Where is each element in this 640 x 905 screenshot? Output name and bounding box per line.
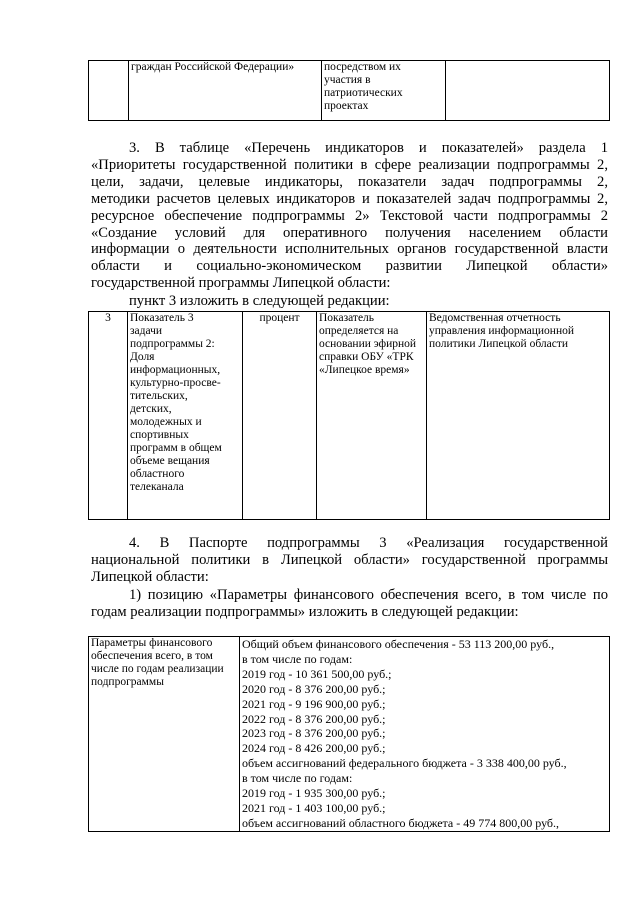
cell-line: областного [130,468,185,480]
cell-line: Параметры финансового [91,637,213,649]
paragraph-3-line: «Приоритеты государственной политики в сфере реализации подпрограммы 2, [91,156,608,173]
top-table [88,60,610,121]
cell-line: патриотических [324,87,403,99]
cell-line: программ в общем [130,442,222,454]
cell-line: Ведомственная отчетность [429,312,561,324]
cell-line: справки ОБУ «ТРК [319,351,414,363]
cell-line: культурно-просве- [130,377,221,389]
cell-line: в том числе по годам: [242,651,353,666]
indicator-source [427,312,610,520]
cell-line: 2020 год - 8 376 200,00 руб.; [242,681,386,696]
cell-line: подпрограммы [91,676,164,688]
cell-line: Показатель 3 [130,312,194,324]
cell-line: основании эфирной [319,338,417,350]
paragraph-4-sub [91,587,608,621]
cell-line: спортивных [130,429,189,441]
cell-line: телеканала [130,481,184,493]
finance-values [240,637,610,832]
cell-line: Общий объем финансового обеспечения - 53 113 200,00 руб., [242,637,555,651]
paragraph-4-line: национальной политики в Липецкой области» государственной программы [91,551,608,568]
indicator-method [317,312,427,520]
cell-line: 2022 год - 8 376 200,00 руб.; [242,711,386,726]
top-table-cell-4 [446,61,610,121]
cell-line: политики Липецкой области [429,338,569,350]
cell-line: посредством их [324,61,401,73]
finance-label [89,637,240,832]
cell-line: 2021 год - 9 196 900,00 руб.; [242,696,386,711]
paragraph-3-line: государственной программы Липецкой области: [91,275,391,292]
cell-line: 2023 год - 8 376 200,00 руб.; [242,726,386,741]
finance-table [88,636,610,832]
paragraph-4-line: Липецкой области: [91,568,209,585]
cell-line: тительских, [130,390,188,402]
top-table-cell-2: граждан Российской Федерации» [129,61,322,121]
cell-line: «Липецкое время» [319,364,410,376]
cell-line: Доля [130,351,155,363]
paragraph-3-line: 3. В таблице «Перечень индикаторов и показателей» раздела 1 [129,140,608,156]
cell-line: управления информационной [429,325,575,337]
cell-line: 2019 год - 1 935 300,00 руб.; [242,786,386,801]
paragraph-4-line: 4. В Паспорте подпрограммы 3 «Реализация государственной [129,535,608,551]
paragraph-4-sub-line: годам реализации подпрограммы» изложить в следующей редакции: [91,603,519,620]
cell-line: числе по годам реализации [91,663,224,675]
cell-line: Показатель [319,312,375,324]
paragraph-3-line: методики расчетов целевых индикаторов и показателей задач подпрограммы 2, [91,190,608,207]
cell-line: подпрограммы 2: [130,338,215,350]
cell-line: в том числе по годам: [242,771,353,786]
cell-line: обеспечения всего, в том [91,650,213,662]
paragraph-3-line: цели, задачи, целевые индикаторы, показатели задач подпрограммы 2, [91,173,608,190]
paragraph-3-line: «Создание условий для оперативного получения населением области [91,224,608,241]
cell-line: проектах [324,100,369,112]
indicator-number: 3 [89,312,128,520]
paragraph-3-sub: пункт 3 изложить в следующей редакции: [129,293,390,309]
indicator-table [88,311,610,520]
cell-line: объеме вещания [130,455,210,467]
cell-line: 2021 год - 1 403 100,00 руб.; [242,800,386,815]
paragraph-3-line: информации о деятельности исполнительных органов государственной власти [91,241,608,258]
paragraph-4-sub-line: 1) позицию «Параметры финансового обеспечения всего, в том числе по [129,587,608,603]
paragraph-3-line: области и социально-экономическом развитии Липецкой области» [91,258,608,275]
cell-line: информационных, [130,364,221,376]
indicator-name [128,312,243,520]
paragraph-3-line: ресурсное обеспечение подпрограммы 2» Текстовой части подпрограммы 2 [91,207,608,224]
top-table-cell-1 [89,61,129,121]
indicator-unit: процент [243,312,317,520]
cell-line: детских, [130,403,172,415]
paragraph-3 [91,140,608,292]
cell-line: задачи [130,325,163,337]
cell-line: определяется на [319,325,399,337]
cell-line: 2024 год - 8 426 200,00 руб.; [242,741,386,756]
cell-line: молодежных и [130,416,202,428]
cell-line: объем ассигнований областного бюджета - 49 774 800,00 руб., [242,815,560,830]
cell-line: 2019 год - 10 361 500,00 руб.; [242,666,392,681]
cell-line: объем ассигнований федерального бюджета - 3 338 400,00 руб., [242,756,567,771]
cell-line: участия в [324,74,371,86]
paragraph-4 [91,535,608,586]
top-table-cell-3 [322,61,446,121]
